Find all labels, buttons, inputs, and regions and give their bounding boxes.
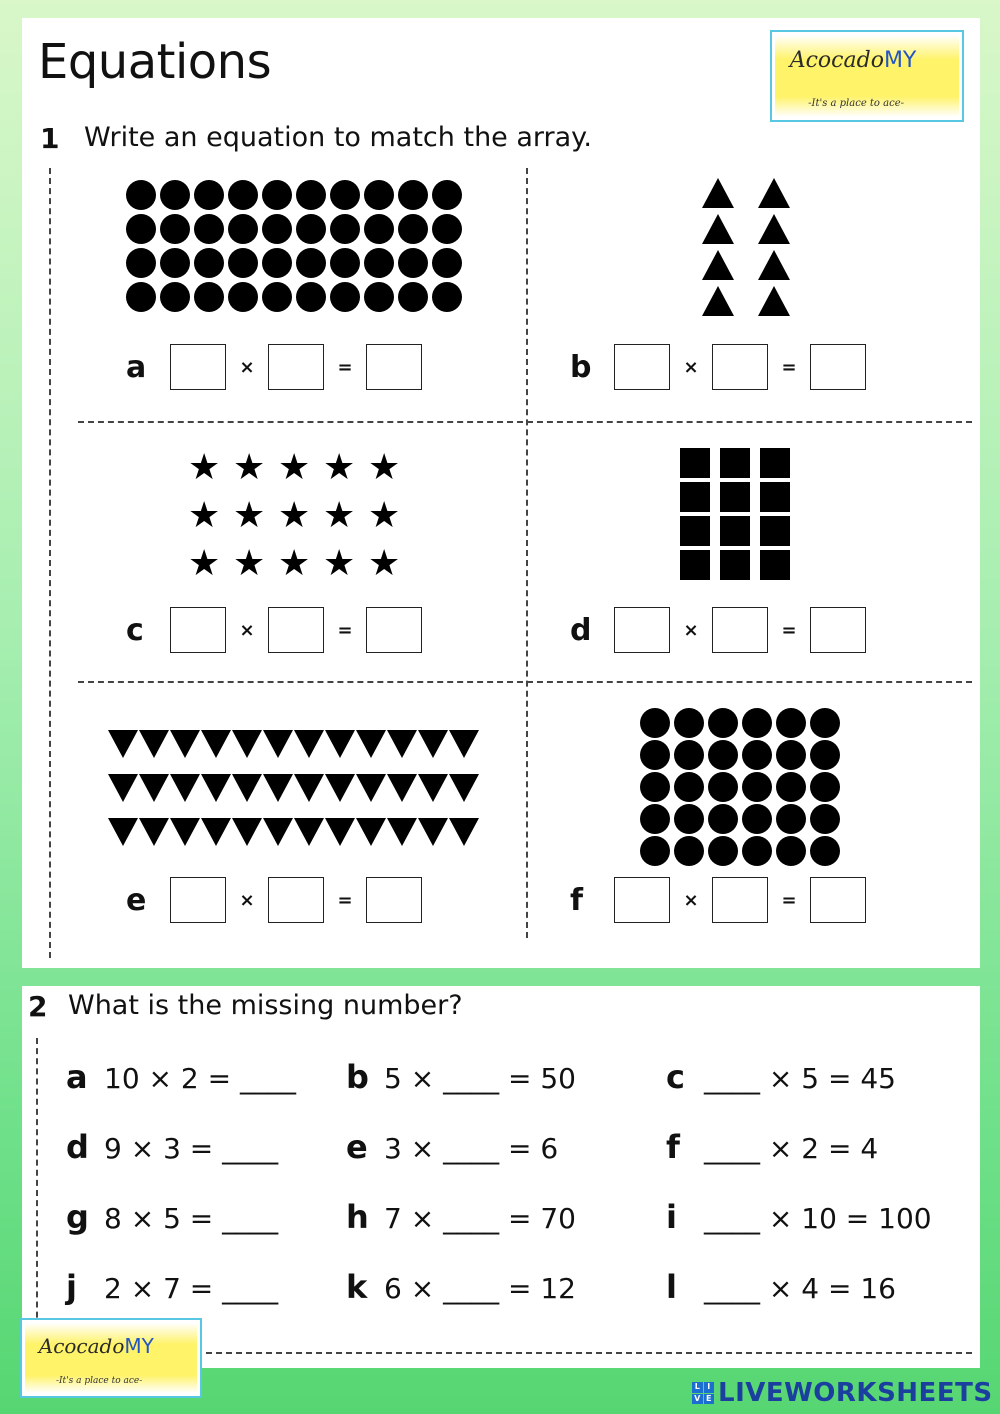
liveworksheets-brand[interactable] <box>692 1378 993 1408</box>
answer-box-factor-1[interactable] <box>170 344 226 390</box>
bottom-dashed-border <box>206 1352 972 1354</box>
equals-sign: = <box>781 889 797 911</box>
answer-box-product[interactable] <box>366 877 422 923</box>
star-icon: ★ <box>323 543 356 584</box>
item-letter: e <box>346 1128 368 1166</box>
item-letter: g <box>66 1198 89 1236</box>
triangle-down-icon <box>108 730 138 758</box>
times-sign: × <box>683 619 699 641</box>
circle-icon <box>194 180 224 210</box>
square-icon <box>720 550 750 580</box>
circle-icon <box>742 804 772 834</box>
star-icon: ★ <box>278 447 311 488</box>
page-title: Equations <box>38 34 272 90</box>
triangle-up-icon <box>702 250 734 280</box>
circle-icon <box>708 708 738 738</box>
item-equation: ____ × 2 = 4 <box>704 1132 879 1165</box>
item-letter: k <box>346 1268 368 1306</box>
circle-icon <box>742 772 772 802</box>
square-icon <box>680 516 710 546</box>
missing-item-d <box>66 1128 278 1166</box>
answer-box-product[interactable] <box>810 344 866 390</box>
item-letter: f <box>666 1128 680 1166</box>
missing-item-h <box>346 1198 576 1236</box>
circle-icon <box>776 836 806 866</box>
circle-icon <box>296 282 326 312</box>
triangle-down-icon <box>449 818 479 846</box>
circle-icon <box>674 740 704 770</box>
item-letter: l <box>666 1268 677 1306</box>
circle-icon <box>228 180 258 210</box>
triangle-down-icon <box>418 730 448 758</box>
triangle-down-icon <box>294 774 324 802</box>
triangle-down-icon <box>108 818 138 846</box>
equals-sign: = <box>337 356 353 378</box>
item-equation: ____ × 4 = 16 <box>704 1272 896 1305</box>
triangle-down-icon <box>449 730 479 758</box>
missing-item-b <box>346 1058 576 1096</box>
circle-icon <box>262 214 292 244</box>
circle-icon <box>640 772 670 802</box>
circle-icon <box>160 214 190 244</box>
circle-icon <box>742 836 772 866</box>
circle-icon <box>742 708 772 738</box>
answer-box-factor-1[interactable] <box>614 344 670 390</box>
circle-icon <box>810 804 840 834</box>
equals-sign: = <box>337 619 353 641</box>
triangle-down-icon <box>201 774 231 802</box>
circle-icon <box>330 180 360 210</box>
square-icon <box>680 550 710 580</box>
item-equation: 9 × 3 = ____ <box>104 1132 279 1165</box>
circle-icon <box>364 282 394 312</box>
circle-icon <box>228 214 258 244</box>
triangle-down-icon <box>232 774 262 802</box>
circle-icon <box>330 214 360 244</box>
circle-icon <box>126 180 156 210</box>
circle-icon <box>160 180 190 210</box>
question-2-number: 2 <box>28 990 48 1023</box>
missing-item-j <box>66 1268 278 1306</box>
circle-icon <box>262 248 292 278</box>
circle-icon <box>432 282 462 312</box>
item-letter: h <box>346 1198 369 1236</box>
triangle-up-icon <box>758 178 790 208</box>
item-letter: e <box>126 882 147 918</box>
circle-icon <box>742 740 772 770</box>
square-icon <box>720 448 750 478</box>
triangle-down-icon <box>201 730 231 758</box>
item-equation: 2 × 7 = ____ <box>104 1272 279 1305</box>
triangle-up-icon <box>758 286 790 316</box>
answer-box-product[interactable] <box>366 344 422 390</box>
item-letter: b <box>570 349 592 385</box>
missing-item-l <box>666 1268 896 1306</box>
circle-icon <box>810 836 840 866</box>
triangle-down-icon <box>387 730 417 758</box>
circle-icon <box>262 180 292 210</box>
triangle-down-icon <box>263 818 293 846</box>
liveworksheets-text: LIVEWORKSHEETS <box>718 1378 993 1408</box>
star-icon: ★ <box>278 495 311 536</box>
triangle-down-icon <box>139 774 169 802</box>
missing-item-a <box>66 1058 296 1096</box>
answer-box-factor-1[interactable] <box>170 607 226 653</box>
answer-box-factor-2[interactable] <box>712 344 768 390</box>
triangle-down-icon <box>263 774 293 802</box>
section-2-panel <box>22 986 980 1368</box>
circle-icon <box>398 248 428 278</box>
item-letter: c <box>126 612 144 648</box>
circle-icon <box>296 214 326 244</box>
item-letter: j <box>66 1268 77 1306</box>
question-2-text: What is the missing number? <box>68 990 463 1021</box>
circle-icon <box>126 214 156 244</box>
missing-item-g <box>66 1198 278 1236</box>
square-icon <box>680 448 710 478</box>
square-icon <box>680 482 710 512</box>
missing-item-e <box>346 1128 558 1166</box>
triangle-down-icon <box>325 774 355 802</box>
item-letter: i <box>666 1198 677 1236</box>
triangle-down-icon <box>356 730 386 758</box>
circle-icon <box>330 282 360 312</box>
item-equation: 10 × 2 = ____ <box>104 1062 296 1095</box>
star-icon: ★ <box>233 495 266 536</box>
logo-tagline: -It's a place to ace- <box>55 1376 143 1386</box>
triangle-down-icon <box>418 774 448 802</box>
circle-icon <box>776 740 806 770</box>
equals-sign: = <box>781 619 797 641</box>
star-icon: ★ <box>368 543 401 584</box>
equation-row-e <box>126 877 422 923</box>
brand-logo-footer <box>20 1318 202 1398</box>
item-equation: 5 × ____ = 50 <box>384 1062 576 1095</box>
circle-icon <box>194 214 224 244</box>
circle-icon <box>640 740 670 770</box>
circle-icon <box>708 836 738 866</box>
answer-box-factor-2[interactable] <box>712 607 768 653</box>
answer-box-product[interactable] <box>810 877 866 923</box>
triangle-down-icon <box>139 818 169 846</box>
circle-icon <box>262 282 292 312</box>
square-icon <box>760 448 790 478</box>
circle-icon <box>708 740 738 770</box>
item-letter: d <box>66 1128 89 1166</box>
triangle-up-icon <box>758 214 790 244</box>
triangle-down-icon <box>139 730 169 758</box>
circle-icon <box>126 248 156 278</box>
triangle-down-icon <box>294 730 324 758</box>
triangle-down-icon <box>201 818 231 846</box>
circle-icon <box>640 708 670 738</box>
missing-item-i <box>666 1198 932 1236</box>
item-letter: c <box>666 1058 685 1096</box>
circle-icon <box>640 836 670 866</box>
circle-icon <box>398 214 428 244</box>
logo-brand: AcocadoMY <box>38 1334 154 1359</box>
item-equation: 8 × 5 = ____ <box>104 1202 279 1235</box>
item-equation: 3 × ____ = 6 <box>384 1132 559 1165</box>
answer-box-factor-2[interactable] <box>268 607 324 653</box>
answer-box-factor-1[interactable] <box>614 607 670 653</box>
square-icon <box>760 482 790 512</box>
answer-box-factor-2[interactable] <box>712 877 768 923</box>
circle-icon <box>810 708 840 738</box>
triangle-down-icon <box>232 818 262 846</box>
times-sign: × <box>683 356 699 378</box>
triangle-down-icon <box>356 818 386 846</box>
circle-icon <box>160 248 190 278</box>
star-icon: ★ <box>188 495 221 536</box>
circle-icon <box>432 214 462 244</box>
circle-icon <box>364 248 394 278</box>
circle-icon <box>776 804 806 834</box>
circle-icon <box>708 772 738 802</box>
item-letter: b <box>346 1058 369 1096</box>
equation-row-d <box>570 607 866 653</box>
square-icon <box>760 550 790 580</box>
triangle-down-icon <box>294 818 324 846</box>
circle-icon <box>674 836 704 866</box>
circle-icon <box>296 248 326 278</box>
item-equation: 7 × ____ = 70 <box>384 1202 576 1235</box>
circle-icon <box>126 282 156 312</box>
circle-icon <box>296 180 326 210</box>
circle-icon <box>364 180 394 210</box>
triangle-down-icon <box>387 818 417 846</box>
equation-row-c <box>126 607 422 653</box>
circle-icon <box>776 772 806 802</box>
item-equation: 6 × ____ = 12 <box>384 1272 576 1305</box>
item-letter: f <box>570 882 584 918</box>
circle-icon <box>160 282 190 312</box>
times-sign: × <box>683 889 699 911</box>
star-icon: ★ <box>323 495 356 536</box>
circle-icon <box>810 772 840 802</box>
center-dashed-divider <box>526 168 528 938</box>
circle-icon <box>674 708 704 738</box>
star-icon: ★ <box>323 447 356 488</box>
triangle-up-icon <box>702 178 734 208</box>
answer-box-factor-2[interactable] <box>268 344 324 390</box>
star-icon: ★ <box>188 447 221 488</box>
circle-icon <box>194 248 224 278</box>
star-icon: ★ <box>278 543 311 584</box>
circle-icon <box>708 804 738 834</box>
star-icon: ★ <box>368 495 401 536</box>
circle-icon <box>432 248 462 278</box>
triangle-up-icon <box>758 250 790 280</box>
answer-box-factor-1[interactable] <box>614 877 670 923</box>
circle-icon <box>640 804 670 834</box>
equals-sign: = <box>781 356 797 378</box>
square-icon <box>760 516 790 546</box>
left-dashed-border <box>36 1038 38 1348</box>
circle-icon <box>810 740 840 770</box>
item-equation: ____ × 5 = 45 <box>704 1062 896 1095</box>
missing-item-c <box>666 1058 896 1096</box>
times-sign: × <box>239 356 255 378</box>
triangle-down-icon <box>387 774 417 802</box>
brand-logo <box>770 30 964 122</box>
liveworksheets-logo-icon: L I V E <box>692 1382 714 1404</box>
triangle-down-icon <box>108 774 138 802</box>
circle-icon <box>432 180 462 210</box>
square-icon <box>720 482 750 512</box>
times-sign: × <box>239 889 255 911</box>
missing-item-k <box>346 1268 576 1306</box>
question-1-number: 1 <box>40 122 60 155</box>
circle-icon <box>228 248 258 278</box>
triangle-down-icon <box>170 774 200 802</box>
triangle-down-icon <box>170 730 200 758</box>
logo-tagline: -It's a place to ace- <box>808 97 904 109</box>
item-letter: a <box>126 349 147 385</box>
left-dashed-border <box>49 168 51 958</box>
circle-icon <box>674 772 704 802</box>
circle-icon <box>364 214 394 244</box>
triangle-down-icon <box>170 818 200 846</box>
circle-icon <box>228 282 258 312</box>
triangle-down-icon <box>325 818 355 846</box>
circle-icon <box>398 282 428 312</box>
triangle-up-icon <box>702 214 734 244</box>
answer-box-factor-2[interactable] <box>268 877 324 923</box>
equation-row-f <box>570 877 866 923</box>
star-icon: ★ <box>233 543 266 584</box>
equals-sign: = <box>337 889 353 911</box>
item-letter: d <box>570 612 592 648</box>
equation-row-a <box>126 344 422 390</box>
triangle-down-icon <box>325 730 355 758</box>
section-1-panel <box>22 18 980 968</box>
item-equation: ____ × 10 = 100 <box>704 1202 932 1235</box>
logo-brand: AcocadoMY <box>789 48 917 74</box>
star-icon: ★ <box>233 447 266 488</box>
item-letter: a <box>66 1058 88 1096</box>
times-sign: × <box>239 619 255 641</box>
circle-icon <box>776 708 806 738</box>
triangle-down-icon <box>356 774 386 802</box>
answer-box-product[interactable] <box>810 607 866 653</box>
triangle-down-icon <box>263 730 293 758</box>
question-1-instruction: Write an equation to match the array. <box>84 122 592 153</box>
answer-box-product[interactable] <box>366 607 422 653</box>
triangle-down-icon <box>418 818 448 846</box>
circle-icon <box>674 804 704 834</box>
square-icon <box>720 516 750 546</box>
triangle-up-icon <box>702 286 734 316</box>
missing-item-f <box>666 1128 878 1166</box>
star-icon: ★ <box>188 543 221 584</box>
circle-icon <box>194 282 224 312</box>
circle-icon <box>330 248 360 278</box>
triangle-down-icon <box>449 774 479 802</box>
star-icon: ★ <box>368 447 401 488</box>
row-divider-1 <box>78 421 972 423</box>
row-divider-2 <box>78 681 972 683</box>
answer-box-factor-1[interactable] <box>170 877 226 923</box>
equation-row-b <box>570 344 866 390</box>
triangle-down-icon <box>232 730 262 758</box>
circle-icon <box>398 180 428 210</box>
